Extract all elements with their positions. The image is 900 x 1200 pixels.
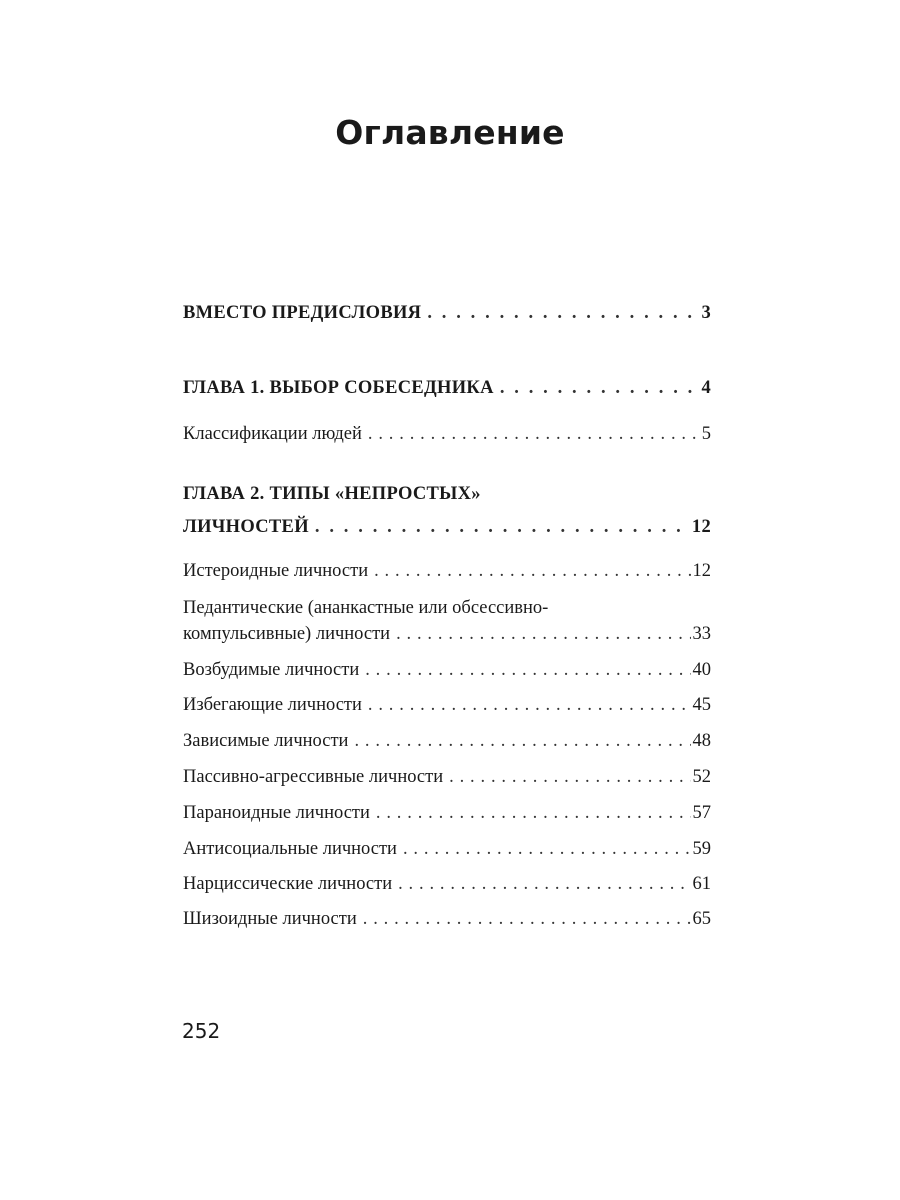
dot-leader xyxy=(315,517,690,538)
toc-entry-page: 12 xyxy=(692,561,711,581)
toc-entry-chapter-1[interactable] xyxy=(183,378,711,399)
dot-leader xyxy=(427,303,699,324)
toc-entry-preface[interactable] xyxy=(183,303,711,324)
toc-entry-excitable[interactable] xyxy=(183,660,711,681)
toc-entry-line-2 xyxy=(183,624,711,645)
dot-leader xyxy=(449,767,690,788)
toc-entry-label: Возбудимые личности xyxy=(183,660,360,680)
toc-entry-page: 3 xyxy=(701,303,711,323)
toc-entry-paranoid[interactable] xyxy=(183,803,711,824)
page-title: Оглавление xyxy=(335,113,565,152)
toc-entry-page: 59 xyxy=(692,839,711,859)
toc-entry-page: 48 xyxy=(692,731,711,751)
toc-entry-label-line-2: компульсивные) личности xyxy=(183,624,391,644)
dot-leader xyxy=(354,731,690,752)
toc-entry-page: 40 xyxy=(692,660,711,680)
dot-leader xyxy=(363,909,691,930)
toc-entry-narcissistic[interactable] xyxy=(183,874,711,895)
dot-leader xyxy=(365,660,690,681)
toc-entry-page: 57 xyxy=(692,803,711,823)
toc-entry-classifications[interactable] xyxy=(183,424,711,445)
toc-entry-label-line-1: Педантические (ананкастные или обсессивно- xyxy=(183,598,549,618)
toc-entry-avoidant[interactable] xyxy=(183,695,711,716)
toc-entry-label: Параноидные личности xyxy=(183,803,370,823)
toc-entry-label-line-1: ГЛАВА 2. ТИПЫ «НЕПРОСТЫХ» xyxy=(183,484,481,504)
toc-entry-dependent[interactable] xyxy=(183,731,711,752)
toc-entry-label: Антисоциальные личности xyxy=(183,839,397,859)
toc-entry-label: Избегающие личности xyxy=(183,695,362,715)
dot-leader xyxy=(368,695,691,716)
toc-entry-label: Нарциссические личности xyxy=(183,874,393,894)
toc-entry-page: 61 xyxy=(692,874,711,894)
toc-entry-line-2 xyxy=(183,517,711,538)
toc-entry-page: 65 xyxy=(692,909,711,929)
toc-entry-chapter-2[interactable] xyxy=(183,484,711,538)
toc-entry-antisocial[interactable] xyxy=(183,839,711,860)
toc-entry-label: Классификации людей xyxy=(183,424,362,444)
toc-entry-label: Пассивно-агрессивные личности xyxy=(183,767,444,787)
dot-leader xyxy=(500,378,700,399)
toc-entry-label: Истероидные личности xyxy=(183,561,369,581)
dot-leader xyxy=(374,561,690,582)
page-number: 252 xyxy=(182,1019,221,1043)
toc-entry-page: 4 xyxy=(701,378,711,398)
toc-entry-page: 45 xyxy=(692,695,711,715)
toc-entry-page: 5 xyxy=(701,424,711,444)
dot-leader xyxy=(376,803,691,824)
toc-entry-label: ВМЕСТО ПРЕДИСЛОВИЯ xyxy=(183,303,422,323)
toc-entry-pedantic[interactable] xyxy=(183,596,711,645)
toc-entry-page: 52 xyxy=(692,767,711,787)
dot-leader xyxy=(398,874,690,895)
toc-entry-page: 12 xyxy=(691,517,711,537)
toc-entry-label-line-2: ЛИЧНОСТЕЙ xyxy=(183,517,309,537)
dot-leader xyxy=(403,839,691,860)
toc-entry-passive-aggressive[interactable] xyxy=(183,767,711,788)
dot-leader xyxy=(368,424,700,445)
dot-leader xyxy=(396,624,690,645)
toc-entry-label: Зависимые личности xyxy=(183,731,349,751)
toc-entry-label: Шизоидные личности xyxy=(183,909,357,929)
toc-entry-page: 33 xyxy=(692,624,711,644)
toc-entry-schizoid[interactable] xyxy=(183,909,711,930)
toc-entry-label: ГЛАВА 1. ВЫБОР СОБЕСЕДНИКА xyxy=(183,378,494,398)
toc-entry-histrionic[interactable] xyxy=(183,561,711,582)
